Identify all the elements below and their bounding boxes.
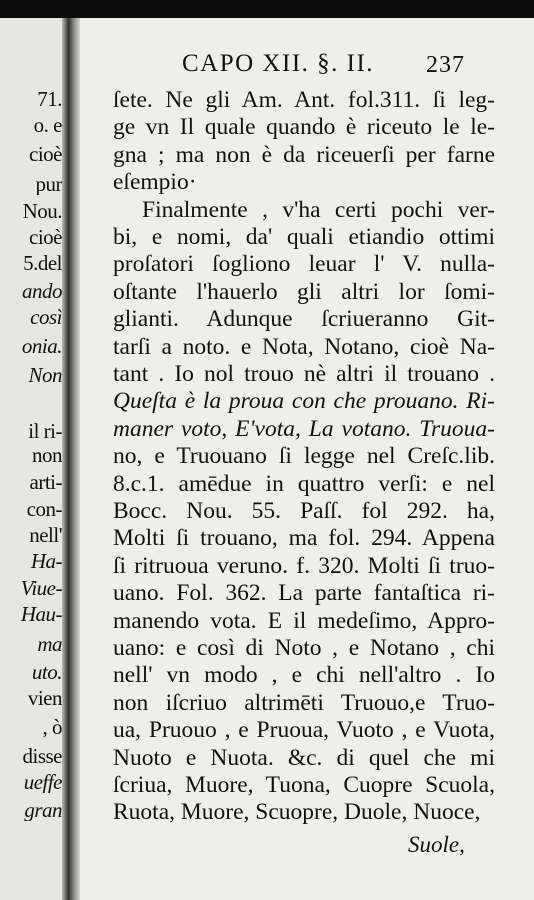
book-gutter xyxy=(68,18,80,900)
text-line: nell' vn modo , e chi nell'altro . Io xyxy=(113,662,495,689)
left-page-fragment: ando xyxy=(22,280,62,302)
left-page-fragment: , ò xyxy=(42,716,62,738)
text-line: manendo vota. E il medeſimo, Appro- xyxy=(113,607,495,634)
text-line: non iſcriuo altrimēti Truouo,e Truo- xyxy=(113,689,495,716)
text-line: Finalmente , v'ha certi pochi ver- xyxy=(142,196,495,223)
left-page-fragment: cioè xyxy=(29,226,62,248)
left-page-fragment: Nou. xyxy=(22,200,62,222)
text-line: glianti. Adunque ſcriueranno Git- xyxy=(113,306,495,333)
text-line: Queſta è la proua con che prouano. Ri- xyxy=(113,388,495,415)
text-line: Nuoto e Nuota. &c. di quel che mi xyxy=(113,744,495,771)
running-title: CAPO XII. §. II. xyxy=(182,50,375,77)
text-line: ua, Pruouo , e Pruoua, Vuoto , e Vuota, xyxy=(113,717,495,744)
text-line: proſatori ſogliono leuar l' V. nulla- xyxy=(113,251,495,278)
left-page-fragment: con- xyxy=(26,498,62,520)
left-page-fragment: Viue- xyxy=(20,577,62,599)
text-line: tant . Io nol trouo nè altri il trouano . xyxy=(113,361,495,387)
catchword: Suole, xyxy=(408,832,465,857)
left-page-fragment: 5.del xyxy=(23,252,62,274)
left-page-fragment: non xyxy=(32,444,62,466)
left-page-fragment: Ha- xyxy=(30,550,62,572)
text-line: maner voto, E'vota, La votano. Truoua- xyxy=(113,415,495,442)
text-line: uano. Fol. 362. La parte fantaſtica ri- xyxy=(113,580,495,607)
left-page-fragment: arti- xyxy=(29,471,62,493)
left-page-fragment: ueffe xyxy=(23,771,62,793)
left-page-fragment: il ri- xyxy=(28,420,62,442)
text-line: tarſi a noto. e Nota, Notano, cioè Na- xyxy=(113,333,495,360)
left-page-fragment: ma xyxy=(37,633,62,655)
left-page-fragment: uto. xyxy=(31,661,62,683)
left-page-fragment: o. e xyxy=(33,114,62,136)
left-page-fragment: Non xyxy=(28,364,62,386)
text-line: gna ; ma non è da riceuerſi per farne xyxy=(113,141,495,168)
left-page-fragment: pur xyxy=(35,173,62,195)
text-line: oſtante l'hauerlo gli altri lor ſomi- xyxy=(113,278,495,305)
left-page-fragment: vien xyxy=(27,687,62,709)
text-line: ſcriua, Muore, Tuona, Cuopre Scuola, xyxy=(113,772,495,798)
page-number: 237 xyxy=(426,52,465,78)
left-page-fragment: Hau- xyxy=(20,603,62,625)
text-line: 8.c.1. amēdue in quattro verſi: e nel xyxy=(113,470,495,497)
left-page-fragment: 71. xyxy=(37,88,62,110)
text-line: no, e Truouano ſi legge nel Creſc.lib. xyxy=(113,443,495,470)
text-line: uano: e così di Noto , e Notano , chi xyxy=(113,635,495,661)
text-line: ſete. Ne gli Am. Ant. fol.311. ſi leg- xyxy=(113,87,495,113)
text-line: Molti ſi trouano, ma fol. 294. Appena xyxy=(113,525,495,552)
text-line: ſi ritruoua veruno. f. 320. Molti ſi truo- xyxy=(113,552,495,579)
left-page-fragment: onia. xyxy=(21,335,62,357)
text-line: Bocc. Nou. 55. Paſſ. fol 292. ha, xyxy=(113,498,495,524)
left-page-fragment: cioè xyxy=(29,143,62,165)
left-page-fragment: gran xyxy=(24,799,62,821)
text-line: Ruota, Muore, Scuopre, Duole, Nuoce, xyxy=(113,799,481,826)
text-line: eſempio· xyxy=(113,169,197,196)
left-page-fragment: nell' xyxy=(29,524,62,546)
left-page-fragment: così xyxy=(30,306,62,328)
left-page-fragment: disse xyxy=(22,745,62,767)
text-line: ge vn Il quale quando è riceuto le le- xyxy=(113,114,495,141)
top-dark-band xyxy=(0,0,534,18)
text-line: bi, e nomi, da' quali etiandio ottimi xyxy=(113,224,495,250)
